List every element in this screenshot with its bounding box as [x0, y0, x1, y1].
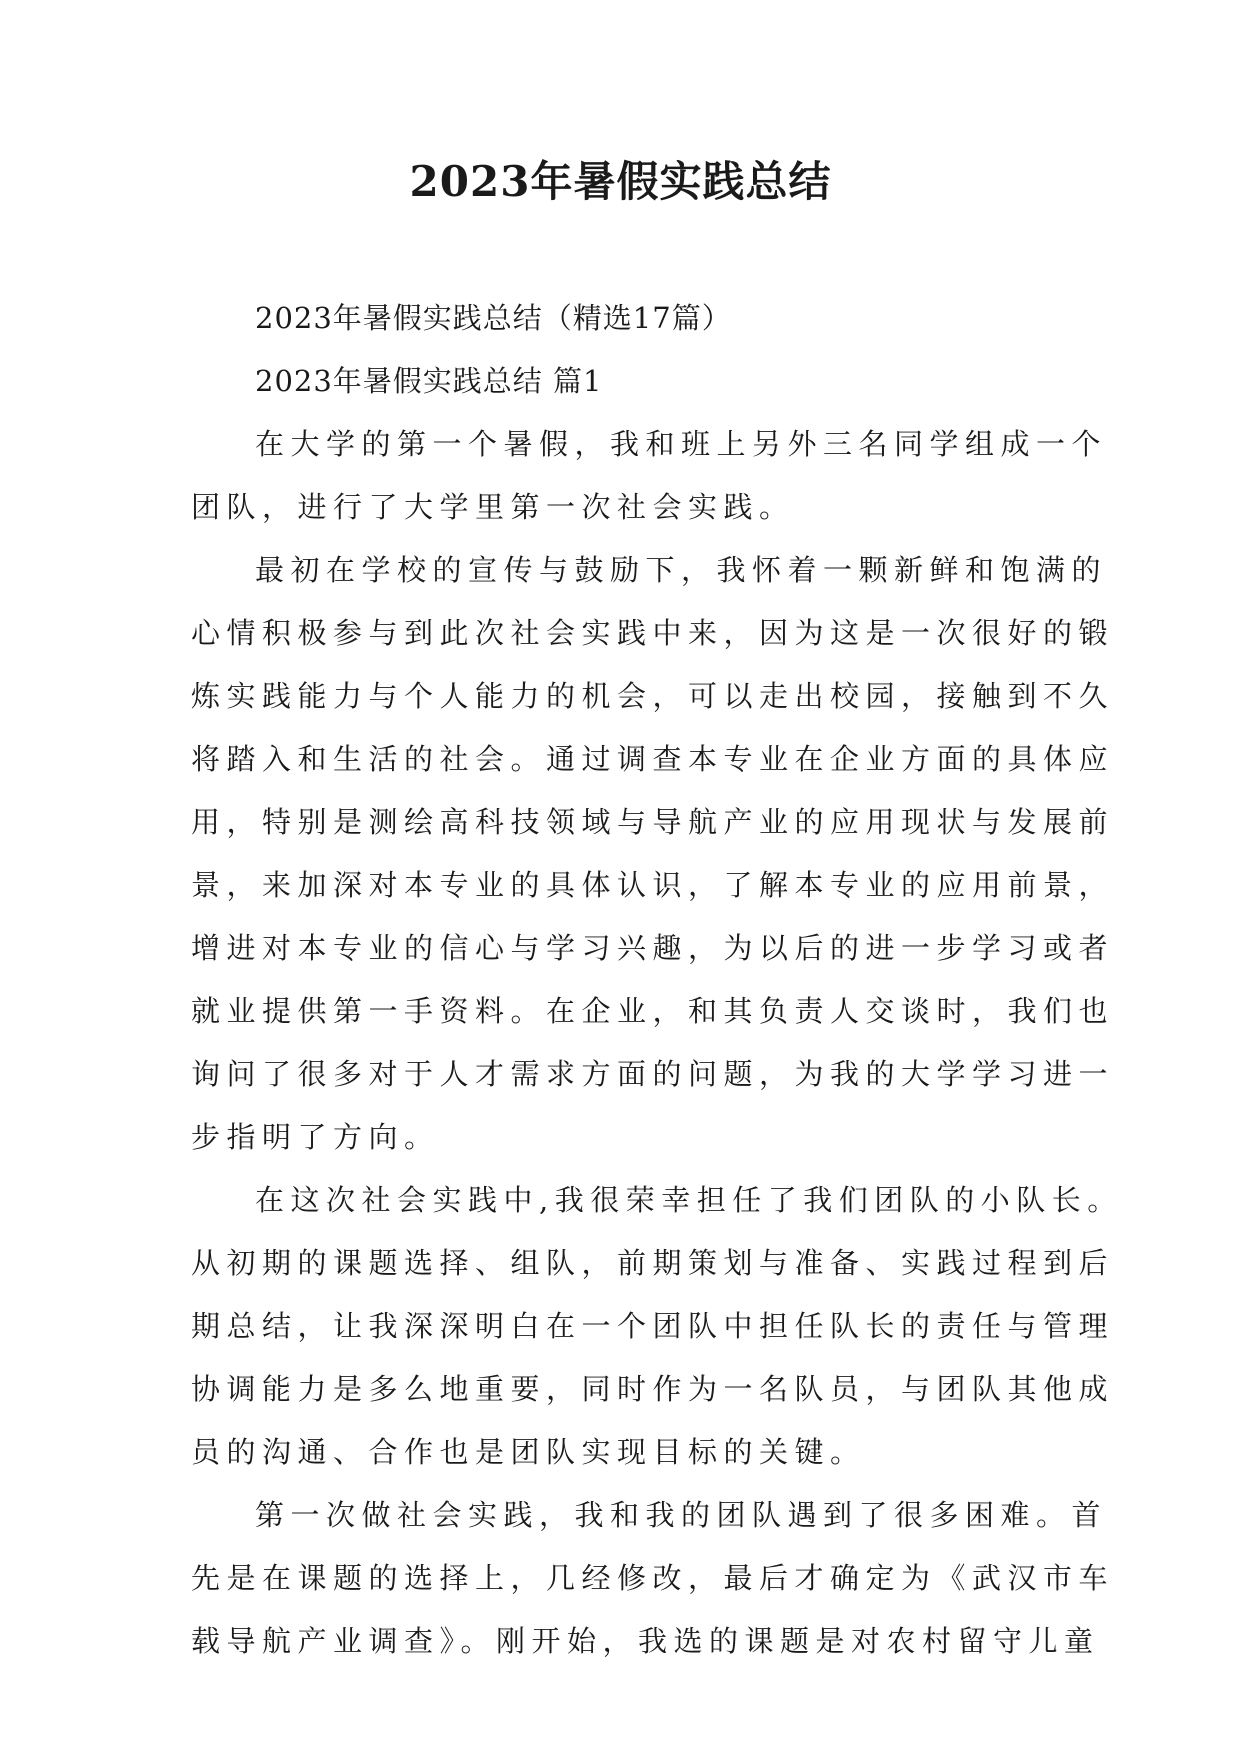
paragraph-line: 用，特别是测绘高科技领域与导航产业的应用现状与发展前: [191, 805, 1115, 839]
paragraph-line: 在大学的第一个暑假，我和班上另外三名同学组成一个: [255, 427, 1108, 461]
paragraph-line: 心情积极参与到此次社会实践中来，因为这是一次很好的锻: [191, 616, 1115, 650]
paragraph-line: 步指明了方向。: [191, 1120, 440, 1154]
document-body: [191, 287, 1123, 1673]
paragraph-line: 先是在课题的选择上，几经修改，最后才确定为《武汉市车: [191, 1561, 1115, 1595]
paragraph-line: 最初在学校的宣传与鼓励下，我怀着一颗新鲜和饱满的: [255, 553, 1108, 587]
paragraph-line: 将踏入和生活的社会。通过调查本专业在企业方面的具体应: [191, 742, 1115, 776]
paragraph-line: 期总结，让我深深明白在一个团队中担任队长的责任与管理: [191, 1309, 1115, 1343]
paragraph-line: 第一次做社会实践，我和我的团队遇到了很多困难。首: [255, 1498, 1108, 1532]
document-subtitle: 2023年暑假实践总结（精选17篇）: [255, 301, 732, 335]
paragraph-line: 就业提供第一手资料。在企业，和其负责人交谈时，我们也: [191, 994, 1115, 1028]
paragraph-line: 在这次社会实践中,我很荣幸担任了我们团队的小队长。: [255, 1183, 1123, 1217]
document-title: 2023年暑假实践总结: [409, 157, 832, 206]
section-heading: 2023年暑假实践总结 篇1: [255, 364, 603, 398]
paragraph-line: 增进对本专业的信心与学习兴趣，为以后的进一步学习或者: [191, 931, 1115, 965]
paragraph-line: 从初期的课题选择、组队，前期策划与准备、实践过程到后: [191, 1246, 1115, 1280]
paragraph-line: 炼实践能力与个人能力的机会，可以走出校园，接触到不久: [191, 679, 1115, 713]
paragraph-line: 载导航产业调查》。刚开始，我选的课题是对农村留守儿童: [191, 1624, 1100, 1658]
paragraph-line: 员的沟通、合作也是团队实现目标的关键。: [191, 1435, 866, 1469]
paragraph-line: 团队，进行了大学里第一次社会实践。: [191, 490, 795, 524]
paragraph-line: 协调能力是多么地重要，同时作为一名队员，与团队其他成: [191, 1372, 1115, 1406]
paragraph-line: 景，来加深对本专业的具体认识，了解本专业的应用前景，: [191, 868, 1115, 902]
paragraph-line: 询问了很多对于人才需求方面的问题，为我的大学学习进一: [191, 1057, 1115, 1091]
